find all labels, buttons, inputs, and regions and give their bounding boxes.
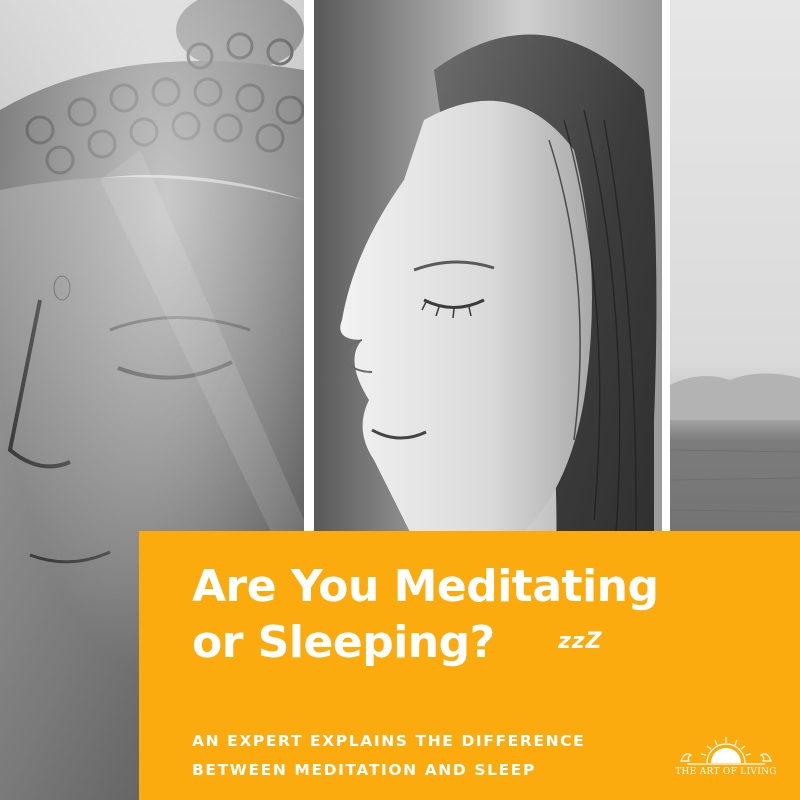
sleep-zzz-mark: zzZ xyxy=(558,629,603,654)
brand-name: THE ART OF LIVING xyxy=(675,767,777,777)
subtitle xyxy=(192,727,585,785)
subtitle-line-2: BETWEEN MEDITATION AND SLEEP xyxy=(192,761,536,779)
art-of-living-logo xyxy=(667,733,785,787)
headline-line-2: or Sleeping? xyxy=(192,617,495,668)
headline xyxy=(192,559,658,671)
subtitle-line-1: AN EXPERT EXPLAINS THE DIFFERENCE xyxy=(192,732,586,750)
sunrise-swans-icon xyxy=(667,733,785,769)
headline-line-1: Are You Meditating xyxy=(192,561,659,612)
title-banner xyxy=(139,531,800,800)
